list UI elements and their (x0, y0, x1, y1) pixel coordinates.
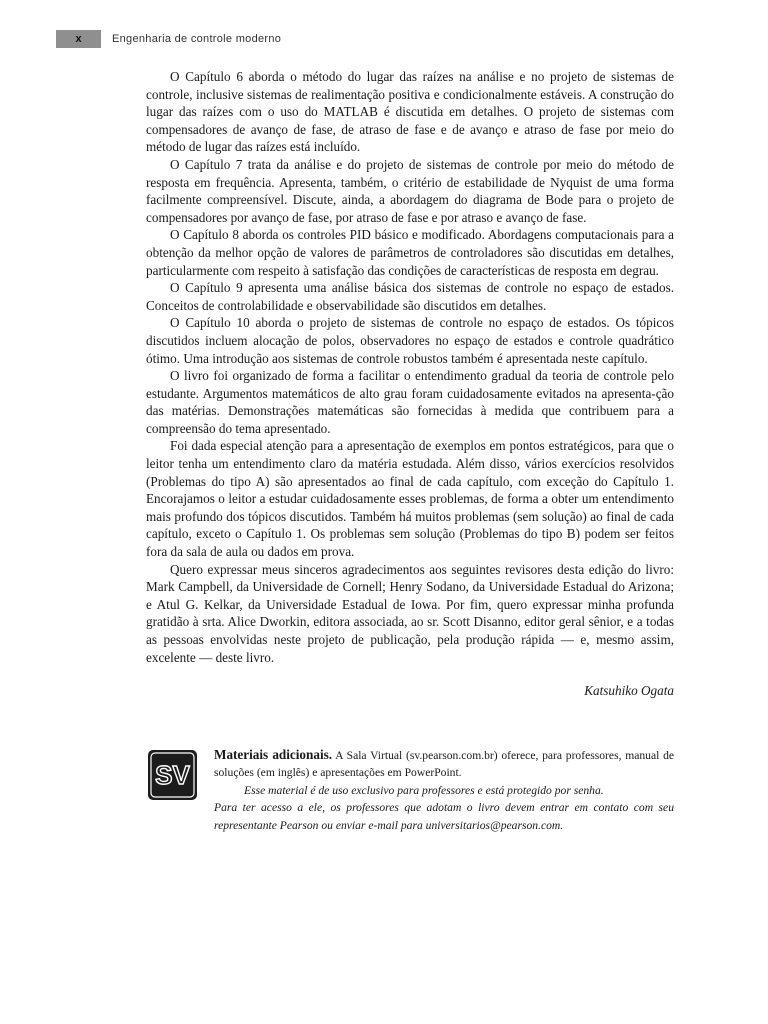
additional-materials-box (214, 746, 674, 834)
author-signature: Katsuhiko Ogata (584, 683, 674, 698)
body-text (146, 68, 674, 666)
paragraph: O Capítulo 9 apresenta uma análise básica dos sistemas de controle no espaço de estados. Conceitos de controlabilidade e observabilidade são discutidos em detalhes. (146, 280, 674, 313)
materials-lead: Materiais adicionais. (214, 747, 333, 762)
paragraph: O Capítulo 10 aborda o projeto de sistemas de controle no espaço de estados. Os tópicos discutidos incluem alocação de polos, observadores no espaço de estados e controle quadrático ótimo. Uma introdução aos sistemas de controle robustos também é apresentada neste capítulo. (146, 315, 674, 366)
page-number: x (56, 30, 101, 48)
materials-text: A Sala Virtual (sv.pearson.com.br) oferece, para professores, manual de soluções (em inglês) e apresentações em PowerPoint. (214, 749, 675, 780)
materials-note: Esse material é de uso exclusivo para professores e está protegido por senha. (244, 783, 604, 797)
page-header (56, 30, 281, 48)
paragraph: O Capítulo 8 aborda os controles PID básico e modificado. Abordagens computacionais para a obtenção da melhor opção de valores de parâmetros de controladores são discutidas em detalhes, particularmente com respeito à satisfação das condições de características de resposta em degrau. (146, 227, 674, 278)
sala-virtual-logo-icon (148, 750, 197, 800)
running-title: Engenharia de controle moderno (112, 33, 282, 45)
paragraph: O Capítulo 7 trata da análise e do projeto de sistemas de controle por meio do método de resposta em frequência. Apresenta, também, o critério de estabilidade de Nyquist de uma forma facilmente compreensível. Discute, ainda, a abordagem do diagrama de Bode para o projeto de compensadores por avanço de fase, por atraso de fase e por atraso e avanço de fase. (146, 156, 674, 225)
paragraph: Foi dada especial atenção para a apresentação de exemplos em pontos estratégicos, para que o leitor tenha um entendimento claro da matéria estudada. Além disso, vários exercícios resolvidos (Problemas do tipo A) são apresentados ao final de cada capítulo, com exceção do Capítulo 1. Encorajamos o leitor a estudar cuidadosamente esses problemas, de forma a obter um entendimento mais profundo dos tópicos discutidos. Também há muitos problemas (sem solução) ao final de cada capítulo, exceto o Capítulo 1. Os problemas sem solução (Problemas do tipo B) podem ser feitos fora da sala de aula ou dados em prova. (146, 438, 674, 560)
logo-text: SV (155, 760, 190, 790)
materials-access-note: Para ter acesso a ele, os professores que adotam o livro devem entrar em contato com seu representante Pearson ou enviar e-mail para universitarios@pearson.com. (214, 801, 674, 832)
paragraph: Quero expressar meus sinceros agradecimentos aos seguintes revisores desta edição do livro: Mark Campbell, da Universidade de Cornell; Henry Sodano, da Universidade Estadual do Arizona; e Atul G. Kelkar, da Universidade Estadual de Iowa. Por fim, quero expressar minha profunda gratidão à srta. Alice Dworkin, editora associada, ao sr. Scott Disanno, editor geral sênior, e a todas as pessoas envolvidas neste projeto de publicação, pela produção rápida — e, mesmo assim, excelente — deste livro. (146, 561, 674, 665)
paragraph: O Capítulo 6 aborda o método do lugar das raízes na análise e no projeto de sistemas de controle, inclusive sistemas de realimentação positiva e condicionalmente estáveis. A construção do lugar das raízes com o uso do MATLAB é discutida em detalhes. O projeto de sistemas com compensadores de avanço de fase, de atraso de fase e de avanço e atraso de fase por meio do método de lugar das raízes está incluído. (146, 69, 674, 155)
paragraph: O livro foi organizado de forma a facilitar o entendimento gradual da teoria de controle pelo estudante. Argumentos matemáticos de alto grau foram cuidadosamente evitados na apresenta-ção das matérias. Demonstrações matemáticas são fornecidas à medida que contribuem para a compreensão do tema apresentado. (146, 368, 674, 436)
